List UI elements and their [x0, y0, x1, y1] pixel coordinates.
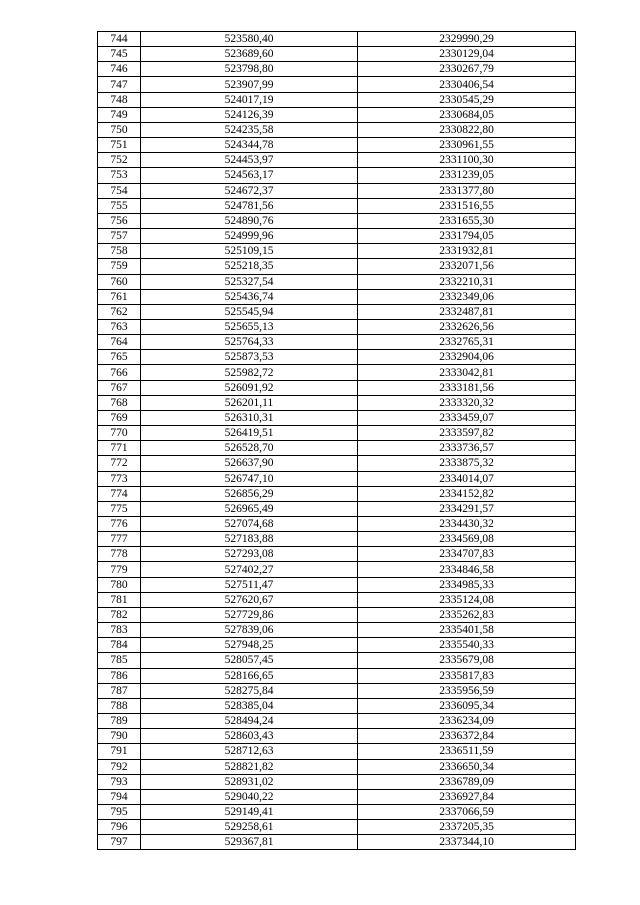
table-row: [98, 623, 576, 638]
y-coordinate-cell: 2334985,33: [358, 577, 576, 592]
point-number-cell: 781: [98, 592, 141, 607]
point-number-cell: 754: [98, 183, 141, 198]
x-coordinate-cell: 525764,33: [141, 335, 358, 350]
x-coordinate-cell: 524453,97: [141, 153, 358, 168]
table-row: [98, 274, 576, 289]
point-number-cell: 784: [98, 638, 141, 653]
point-number-cell: 760: [98, 274, 141, 289]
x-coordinate-cell: 523580,40: [141, 32, 358, 47]
x-coordinate-cell: 525109,15: [141, 244, 358, 259]
y-coordinate-cell: 2334569,08: [358, 532, 576, 547]
point-number-cell: 752: [98, 153, 141, 168]
y-coordinate-cell: 2331516,55: [358, 198, 576, 213]
table-row: [98, 501, 576, 516]
x-coordinate-cell: 526419,51: [141, 426, 358, 441]
point-number-cell: 774: [98, 486, 141, 501]
y-coordinate-cell: 2329990,29: [358, 32, 576, 47]
y-coordinate-cell: 2337205,35: [358, 820, 576, 835]
y-coordinate-cell: 2330684,05: [358, 107, 576, 122]
x-coordinate-cell: 523798,80: [141, 62, 358, 77]
x-coordinate-cell: 524235,58: [141, 122, 358, 137]
y-coordinate-cell: 2336789,09: [358, 774, 576, 789]
table-row: [98, 168, 576, 183]
point-number-cell: 753: [98, 168, 141, 183]
y-coordinate-cell: 2331794,05: [358, 229, 576, 244]
y-coordinate-cell: 2334707,83: [358, 547, 576, 562]
table-row: [98, 668, 576, 683]
table-row: [98, 653, 576, 668]
table-row: [98, 517, 576, 532]
point-number-cell: 755: [98, 198, 141, 213]
table-row: [98, 683, 576, 698]
x-coordinate-cell: 527948,25: [141, 638, 358, 653]
x-coordinate-cell: 528057,45: [141, 653, 358, 668]
point-number-cell: 791: [98, 744, 141, 759]
table-row: [98, 32, 576, 47]
y-coordinate-cell: 2335401,58: [358, 623, 576, 638]
y-coordinate-cell: 2334152,82: [358, 486, 576, 501]
table-row: [98, 804, 576, 819]
point-number-cell: 771: [98, 441, 141, 456]
table-row: [98, 183, 576, 198]
table-row: [98, 486, 576, 501]
x-coordinate-cell: 529040,22: [141, 789, 358, 804]
x-coordinate-cell: 526310,31: [141, 410, 358, 425]
point-number-cell: 770: [98, 426, 141, 441]
point-number-cell: 756: [98, 213, 141, 228]
y-coordinate-cell: 2332071,56: [358, 259, 576, 274]
y-coordinate-cell: 2333181,56: [358, 380, 576, 395]
point-number-cell: 748: [98, 92, 141, 107]
table-row: [98, 289, 576, 304]
point-number-cell: 746: [98, 62, 141, 77]
x-coordinate-cell: 523907,99: [141, 77, 358, 92]
y-coordinate-cell: 2330961,55: [358, 138, 576, 153]
y-coordinate-cell: 2334430,32: [358, 517, 576, 532]
x-coordinate-cell: 525436,74: [141, 289, 358, 304]
x-coordinate-cell: 528603,43: [141, 729, 358, 744]
x-coordinate-cell: 526637,90: [141, 456, 358, 471]
x-coordinate-cell: 528275,84: [141, 683, 358, 698]
point-number-cell: 786: [98, 668, 141, 683]
point-number-cell: 761: [98, 289, 141, 304]
table-row: [98, 244, 576, 259]
point-number-cell: 779: [98, 562, 141, 577]
point-number-cell: 757: [98, 229, 141, 244]
point-number-cell: 775: [98, 501, 141, 516]
table-row: [98, 122, 576, 137]
y-coordinate-cell: 2331377,80: [358, 183, 576, 198]
y-coordinate-cell: 2337066,59: [358, 804, 576, 819]
point-number-cell: 787: [98, 683, 141, 698]
x-coordinate-cell: 527402,27: [141, 562, 358, 577]
point-number-cell: 780: [98, 577, 141, 592]
y-coordinate-cell: 2335817,83: [358, 668, 576, 683]
x-coordinate-cell: 525327,54: [141, 274, 358, 289]
table-row: [98, 365, 576, 380]
table-row: [98, 380, 576, 395]
table-row: [98, 729, 576, 744]
table-row: [98, 138, 576, 153]
point-number-cell: 747: [98, 77, 141, 92]
x-coordinate-cell: 525655,13: [141, 319, 358, 334]
x-coordinate-cell: 526965,49: [141, 501, 358, 516]
x-coordinate-cell: 524126,39: [141, 107, 358, 122]
x-coordinate-cell: 525545,94: [141, 304, 358, 319]
x-coordinate-cell: 524890,76: [141, 213, 358, 228]
table-row: [98, 698, 576, 713]
x-coordinate-cell: 524344,78: [141, 138, 358, 153]
x-coordinate-cell: 527074,68: [141, 517, 358, 532]
table-row: [98, 47, 576, 62]
x-coordinate-cell: 528494,24: [141, 714, 358, 729]
table-row: [98, 456, 576, 471]
y-coordinate-cell: 2330406,54: [358, 77, 576, 92]
point-number-cell: 773: [98, 471, 141, 486]
x-coordinate-cell: 523689,60: [141, 47, 358, 62]
coordinates-table-body: [98, 32, 576, 850]
y-coordinate-cell: 2333320,32: [358, 395, 576, 410]
point-number-cell: 783: [98, 623, 141, 638]
point-number-cell: 778: [98, 547, 141, 562]
table-row: [98, 229, 576, 244]
x-coordinate-cell: 524017,19: [141, 92, 358, 107]
y-coordinate-cell: 2335262,83: [358, 607, 576, 622]
table-row: [98, 820, 576, 835]
point-number-cell: 750: [98, 122, 141, 137]
x-coordinate-cell: 524672,37: [141, 183, 358, 198]
table-row: [98, 744, 576, 759]
y-coordinate-cell: 2337344,10: [358, 835, 576, 850]
y-coordinate-cell: 2331655,30: [358, 213, 576, 228]
table-row: [98, 835, 576, 850]
table-row: [98, 410, 576, 425]
x-coordinate-cell: 527729,86: [141, 607, 358, 622]
y-coordinate-cell: 2330129,04: [358, 47, 576, 62]
table-row: [98, 547, 576, 562]
point-number-cell: 795: [98, 804, 141, 819]
y-coordinate-cell: 2333459,07: [358, 410, 576, 425]
table-row: [98, 714, 576, 729]
point-number-cell: 763: [98, 319, 141, 334]
x-coordinate-cell: 525218,35: [141, 259, 358, 274]
point-number-cell: 793: [98, 774, 141, 789]
x-coordinate-cell: 526528,70: [141, 441, 358, 456]
table-row: [98, 532, 576, 547]
table-row: [98, 335, 576, 350]
x-coordinate-cell: 529258,61: [141, 820, 358, 835]
table-row: [98, 592, 576, 607]
point-number-cell: 751: [98, 138, 141, 153]
point-number-cell: 776: [98, 517, 141, 532]
table-row: [98, 107, 576, 122]
point-number-cell: 797: [98, 835, 141, 850]
y-coordinate-cell: 2332349,06: [358, 289, 576, 304]
x-coordinate-cell: 527839,06: [141, 623, 358, 638]
y-coordinate-cell: 2330822,80: [358, 122, 576, 137]
point-number-cell: 764: [98, 335, 141, 350]
table-row: [98, 92, 576, 107]
table-row: [98, 577, 576, 592]
x-coordinate-cell: 526201,11: [141, 395, 358, 410]
y-coordinate-cell: 2331932,81: [358, 244, 576, 259]
y-coordinate-cell: 2334014,07: [358, 471, 576, 486]
table-row: [98, 213, 576, 228]
point-number-cell: 794: [98, 789, 141, 804]
point-number-cell: 745: [98, 47, 141, 62]
y-coordinate-cell: 2336234,09: [358, 714, 576, 729]
table-row: [98, 259, 576, 274]
y-coordinate-cell: 2332626,56: [358, 319, 576, 334]
point-number-cell: 796: [98, 820, 141, 835]
x-coordinate-cell: 527620,67: [141, 592, 358, 607]
x-coordinate-cell: 524563,17: [141, 168, 358, 183]
y-coordinate-cell: 2331100,30: [358, 153, 576, 168]
x-coordinate-cell: 529149,41: [141, 804, 358, 819]
y-coordinate-cell: 2336372,84: [358, 729, 576, 744]
point-number-cell: 758: [98, 244, 141, 259]
point-number-cell: 792: [98, 759, 141, 774]
y-coordinate-cell: 2336511,59: [358, 744, 576, 759]
point-number-cell: 790: [98, 729, 141, 744]
x-coordinate-cell: 528166,65: [141, 668, 358, 683]
y-coordinate-cell: 2335540,33: [358, 638, 576, 653]
point-number-cell: 767: [98, 380, 141, 395]
point-number-cell: 785: [98, 653, 141, 668]
table-row: [98, 607, 576, 622]
table-row: [98, 774, 576, 789]
y-coordinate-cell: 2335124,08: [358, 592, 576, 607]
table-row: [98, 395, 576, 410]
document-page: [97, 31, 572, 850]
y-coordinate-cell: 2333597,82: [358, 426, 576, 441]
table-row: [98, 77, 576, 92]
y-coordinate-cell: 2335679,08: [358, 653, 576, 668]
y-coordinate-cell: 2335956,59: [358, 683, 576, 698]
table-row: [98, 62, 576, 77]
table-row: [98, 441, 576, 456]
x-coordinate-cell: 526747,10: [141, 471, 358, 486]
y-coordinate-cell: 2336095,34: [358, 698, 576, 713]
point-number-cell: 749: [98, 107, 141, 122]
x-coordinate-cell: 525982,72: [141, 365, 358, 380]
point-number-cell: 744: [98, 32, 141, 47]
table-row: [98, 562, 576, 577]
point-number-cell: 789: [98, 714, 141, 729]
point-number-cell: 765: [98, 350, 141, 365]
x-coordinate-cell: 527511,47: [141, 577, 358, 592]
y-coordinate-cell: 2332765,31: [358, 335, 576, 350]
y-coordinate-cell: 2330545,29: [358, 92, 576, 107]
x-coordinate-cell: 524781,56: [141, 198, 358, 213]
table-row: [98, 350, 576, 365]
y-coordinate-cell: 2332210,31: [358, 274, 576, 289]
y-coordinate-cell: 2331239,05: [358, 168, 576, 183]
x-coordinate-cell: 526856,29: [141, 486, 358, 501]
point-number-cell: 777: [98, 532, 141, 547]
point-number-cell: 768: [98, 395, 141, 410]
point-number-cell: 759: [98, 259, 141, 274]
y-coordinate-cell: 2336927,84: [358, 789, 576, 804]
point-number-cell: 762: [98, 304, 141, 319]
y-coordinate-cell: 2336650,34: [358, 759, 576, 774]
x-coordinate-cell: 528712,63: [141, 744, 358, 759]
table-row: [98, 759, 576, 774]
table-row: [98, 789, 576, 804]
point-number-cell: 769: [98, 410, 141, 425]
x-coordinate-cell: 524999,96: [141, 229, 358, 244]
y-coordinate-cell: 2333875,32: [358, 456, 576, 471]
y-coordinate-cell: 2330267,79: [358, 62, 576, 77]
x-coordinate-cell: 527183,88: [141, 532, 358, 547]
point-number-cell: 782: [98, 607, 141, 622]
y-coordinate-cell: 2334291,57: [358, 501, 576, 516]
table-row: [98, 198, 576, 213]
point-number-cell: 766: [98, 365, 141, 380]
x-coordinate-cell: 526091,92: [141, 380, 358, 395]
table-row: [98, 153, 576, 168]
table-row: [98, 638, 576, 653]
coordinates-table: [97, 31, 576, 850]
table-row: [98, 304, 576, 319]
y-coordinate-cell: 2332487,81: [358, 304, 576, 319]
y-coordinate-cell: 2333042,81: [358, 365, 576, 380]
x-coordinate-cell: 528385,04: [141, 698, 358, 713]
x-coordinate-cell: 529367,81: [141, 835, 358, 850]
x-coordinate-cell: 525873,53: [141, 350, 358, 365]
y-coordinate-cell: 2333736,57: [358, 441, 576, 456]
point-number-cell: 788: [98, 698, 141, 713]
table-row: [98, 426, 576, 441]
y-coordinate-cell: 2332904,06: [358, 350, 576, 365]
x-coordinate-cell: 527293,08: [141, 547, 358, 562]
table-row: [98, 319, 576, 334]
y-coordinate-cell: 2334846,58: [358, 562, 576, 577]
table-row: [98, 471, 576, 486]
x-coordinate-cell: 528931,02: [141, 774, 358, 789]
point-number-cell: 772: [98, 456, 141, 471]
x-coordinate-cell: 528821,82: [141, 759, 358, 774]
